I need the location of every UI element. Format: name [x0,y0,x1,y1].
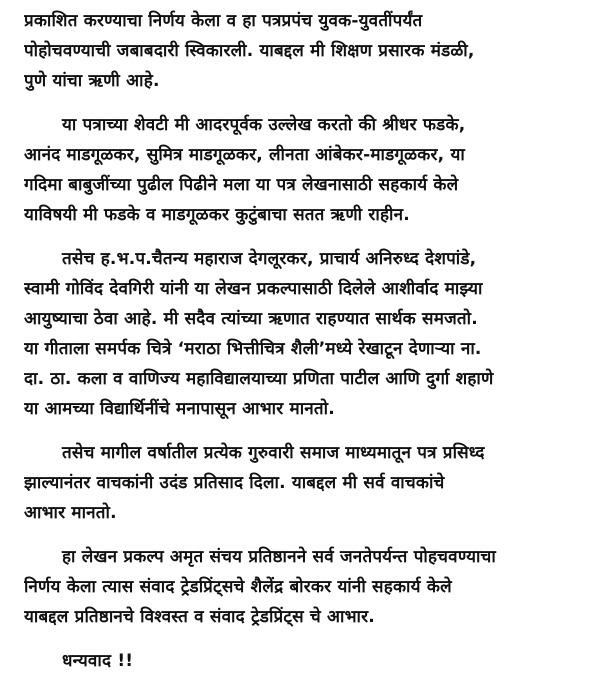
text-line: या पत्राच्या शेवटी मी आदरपूर्वक उल्लेख करतो की श्रीधर फडके, [62,115,466,135]
text-line: स्वामी गोविंद देवगिरी यांनी या लेखन प्रकल्पासाठी दिलेले आशीर्वाद माझ्या [24,279,483,299]
paragraph-acknowledgement-family [24,110,584,230]
text-line: याबद्दल प्रतिष्ठानचे विश्वस्त व संवाद ट्रेडप्रिंट्स चे आभार. [24,607,375,627]
text-line: दा. ठा. कला व वाणिज्य महाविद्यालयाच्या प्रणिता पाटील आणि दुर्गा शहाणे [24,369,494,389]
paragraph-acknowledgement-blessings [24,244,584,424]
text-line: पोहोचवण्याची जबाबदारी स्विकारली. याबद्दल मी शिक्षण प्रसारक मंडळी, [24,41,475,61]
text-line: आभार मानतो. [24,503,117,523]
closing-paragraph [24,646,584,676]
text-line: या आमच्या विद्यार्थिनींचे मनापासून आभार मानतो. [24,399,335,419]
paragraph-publication [24,6,584,96]
text-line: आयुष्याचा ठेवा आहे. मी सदैव त्यांच्या ऋणात राहण्यात सार्थक समजतो. [24,309,478,329]
text-line: याविषयी मी फडके व माडगूळकर कुटुंबाचा सतत ऋणी राहीन. [24,205,410,225]
paragraph-acknowledgement-readers [24,438,584,528]
text-line: हा लेखन प्रकल्प अमृत संचय प्रतिष्ठानने सर्व जनतेपर्यन्त पोहचवण्याचा [62,547,496,567]
text-line: तसेच ह.भ.प.चैतन्य महाराज देगलूरकर, प्राचार्य अनिरुध्द देशपांडे, [62,249,477,269]
closing-thanks: धन्यवाद !! [62,651,134,671]
text-line: प्रकाशित करण्याचा निर्णय केला व हा पत्रप्रपंच युवक-युवतींपर्यंत [24,11,423,31]
text-line: निर्णय केला त्यास संवाद ट्रेडप्रिंट्सचे शैलेंद्र बोरकर यांनी सहकार्य केले [24,577,452,597]
text-line: तसेच मागील वर्षातील प्रत्येक गुरुवारी समाज माध्यमातून पत्र प्रसिध्द [62,443,485,463]
text-line: गदिमा बाबुजींच्या पुढील पिढीने मला या पत्र लेखनासाठी सहकार्य केले [24,175,459,195]
paragraph-acknowledgement-pratishthan [24,542,584,632]
text-line: पुणे यांचा ऋणी आहे. [24,71,160,91]
text-line: झाल्यानंतर वाचकांनी उदंड प्रतिसाद दिला. याबद्दल मी सर्व वाचकांचे [24,473,445,493]
text-line: आनंद माडगूळकर, सुमित्र माडगूळकर, लीनता आंबेकर-माडगूळकर, या [24,145,465,165]
text-line: या गीताला समर्पक चित्रे ‘मराठा भित्तीचित्र शैली’मध्ये रेखाटून देणाऱ्या ना. [24,339,482,359]
